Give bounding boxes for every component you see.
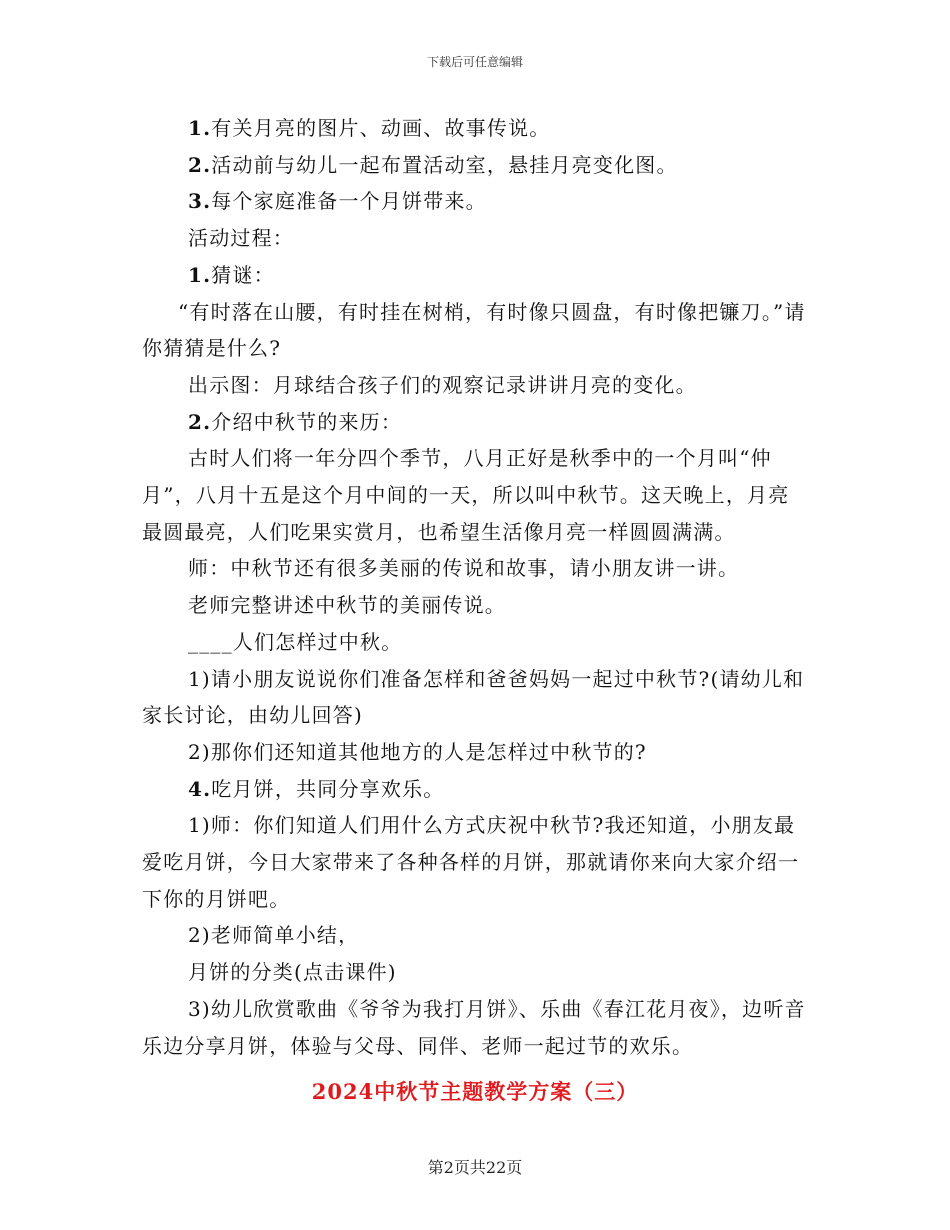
paragraph bbox=[142, 110, 807, 147]
paragraph-text: 1)请小朋友说说你们准备怎样和爸爸妈妈一起过中秋节?(请幼儿和家长讨论，由幼儿回答) bbox=[142, 666, 805, 728]
paragraph bbox=[142, 294, 807, 367]
document-body bbox=[142, 110, 807, 1064]
paragraph bbox=[142, 734, 807, 771]
paragraph-text: 3)幼儿欣赏歌曲《爷爷为我打月饼》、乐曲《春江花月夜》，边听音乐边分享月饼，体验与父母、同伴、老师一起过节的欢乐。 bbox=[142, 996, 806, 1058]
paragraph-text: 出示图：月球结合孩子们的观察记录讲讲月亮的变化。 bbox=[188, 372, 697, 397]
paragraph-text: 有关月亮的图片、动画、故事传说。 bbox=[211, 116, 551, 140]
paragraph-text: 活动前与幼儿一起布置活动室，悬挂月亮变化图。 bbox=[211, 152, 678, 177]
section-title: 2024中秋节主题教学方案（三） bbox=[311, 1079, 639, 1104]
list-number: 2. bbox=[188, 409, 212, 434]
list-number: 2. bbox=[188, 152, 212, 177]
paragraph-text: 2)老师简单小结， bbox=[188, 923, 360, 948]
paragraph bbox=[142, 183, 807, 220]
paragraph-text: 老师完整讲述中秋节的美丽传说。 bbox=[188, 593, 506, 618]
paragraph bbox=[142, 147, 807, 184]
paragraph bbox=[142, 587, 807, 624]
paragraph-text: 介绍中秋节的来历： bbox=[211, 409, 403, 434]
paragraph-text: “有时落在山腰，有时挂在树梢，有时像只圆盘，有时像把镰刀。”请你猜猜是什么? bbox=[142, 299, 806, 361]
list-number: 1. bbox=[188, 116, 212, 140]
paragraph-text: 活动过程： bbox=[188, 226, 294, 251]
list-number: 4. bbox=[188, 776, 212, 801]
paragraph bbox=[142, 220, 807, 257]
paragraph-text: 2)那你们还知道其他地方的人是怎样过中秋节的? bbox=[188, 739, 647, 764]
paragraph-text: 月饼的分类(点击课件) bbox=[188, 960, 397, 985]
paragraph bbox=[142, 991, 807, 1064]
list-number: 1. bbox=[188, 262, 212, 287]
paragraph bbox=[142, 550, 807, 587]
paragraph-text: 古时人们将一年分四个季节，八月正好是秋季中的一个月叫“仲月”，八月十五是这个月中间的一天，所以叫中秋节。这天晚上，月亮最圆最亮，人们吃果实赏月，也希望生活像月亮一样圆圆满满。 bbox=[142, 446, 790, 544]
page-header: 下载后可任意编辑 bbox=[426, 55, 523, 69]
paragraph bbox=[142, 807, 807, 917]
paragraph bbox=[142, 917, 807, 954]
paragraph-text: 每个家庭准备一个月饼带来。 bbox=[211, 189, 487, 214]
paragraph bbox=[142, 624, 807, 661]
paragraph bbox=[142, 954, 807, 991]
paragraph bbox=[142, 661, 807, 734]
paragraph-text: 师：中秋节还有很多美丽的传说和故事，请小朋友讲一讲。 bbox=[188, 556, 740, 581]
list-number: 3. bbox=[188, 189, 212, 214]
paragraph bbox=[142, 367, 807, 404]
paragraph bbox=[142, 771, 807, 808]
page-footer: 第2页共22页 bbox=[427, 1158, 523, 1177]
paragraph bbox=[142, 404, 807, 441]
paragraph bbox=[142, 257, 807, 294]
paragraph-text: 1)师：你们知道人们用什么方式庆祝中秋节?我还知道，小朋友最爱吃月饼，今日大家带来了各种各样的月饼，那就请你来向大家介绍一下你的月饼吧。 bbox=[142, 813, 800, 911]
paragraph-text: ____人们怎样过中秋。 bbox=[188, 629, 403, 654]
paragraph-text: 吃月饼，共同分享欢乐。 bbox=[211, 776, 445, 801]
paragraph-text: 猜谜： bbox=[211, 262, 275, 287]
paragraph bbox=[142, 440, 807, 550]
